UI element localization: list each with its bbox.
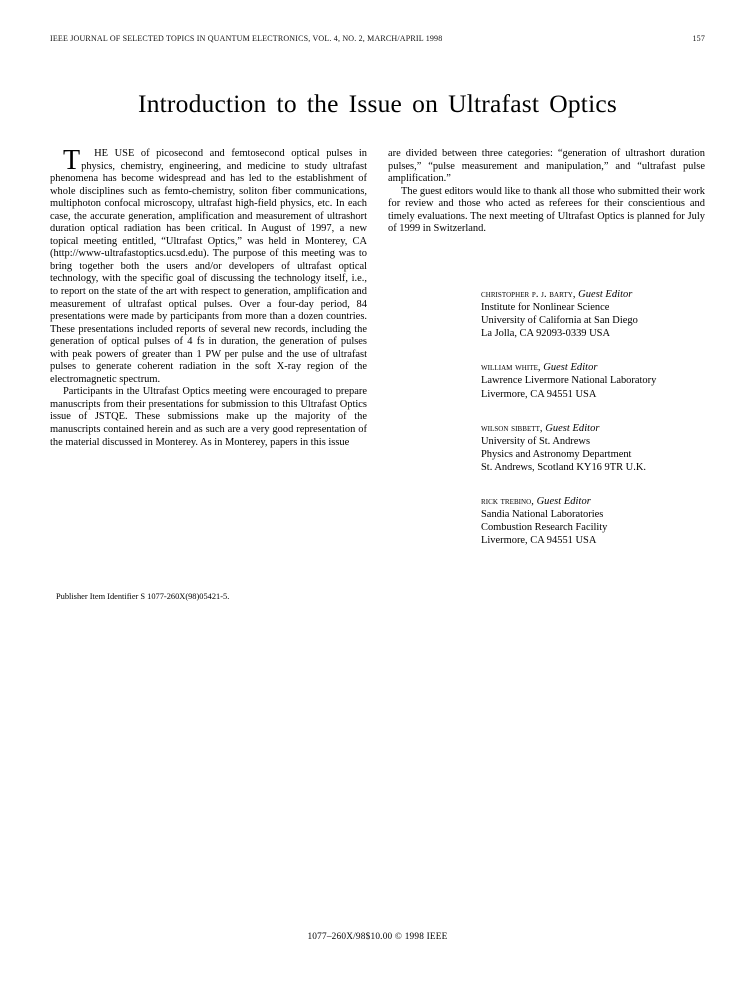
editor-affiliation-line: University of California at San Diego	[481, 315, 638, 327]
paragraph-intro	[50, 145, 367, 386]
publisher-item-identifier: Publisher Item Identifier S 1077-260X(98)05421-5.	[56, 592, 230, 601]
paragraph-intro-text: HE USE of picosecond and femtosecond optical pulses in physics, chemistry, engineering, and medicine to study ultrafast phenomena has become widespread and has led to the establishment of whole disciplines such as femto-chemistry, soliton fiber communications, multiphoton confocal microscopy, ultrafast high-field physics, etc. In each case, the accurate generation, amplification and measurement of ultrashort duration optical radiation has been critical. In August of 1997, a new topical meeting entitled, “Ultrafast Optics,” was held in Monterey, CA (http://www-ultrafastoptics.ucsd.edu). The purpose of this meeting was to bring together both the users and/or developers of ultrafast optical technology, with the specific goal of discussing the technology itself, i.e., to report on the state of the art with respect to generation, amplification and measurement of ultrafast optical pulses. Over a four-day period, 84 presentations were made by participants from more than a dozen countries. These presentations included reports of several new records, including the generation of optical pulses of 4 fs in duration, the generation of pulses with peak powers of greater than 1 PW per pulse and the use of ultrafast pulses to generate coherent radiation in the soft X-ray region of the electromagnetic spectrum.	[50, 148, 367, 385]
guest-editors-list	[481, 288, 711, 547]
editor-name-separator: ,	[537, 362, 544, 374]
editor-block	[481, 288, 711, 340]
editor-affiliation-line: Livermore, CA 94551 USA	[481, 388, 597, 400]
editor-block	[481, 495, 711, 547]
editor-role: Guest Editor	[536, 496, 591, 508]
paragraph-participants: Participants in the Ultrafast Optics meeting were encouraged to prepare manuscripts from their presentations for submission to this Ultrafast Optics issue of JSTQE. These submissions make up the majority of the manuscripts contained herein and as such are a very good representation of the material discussed in Monterey. As in Monterey, papers in this issue	[50, 386, 367, 448]
body-left-column	[50, 145, 367, 449]
editor-role: Guest Editor	[543, 362, 598, 374]
page-number: 157	[692, 34, 705, 43]
editor-name-separator: ,	[539, 422, 546, 434]
editor-block	[481, 361, 711, 400]
editor-name-line	[481, 422, 711, 435]
drop-cap-letter: T	[63, 145, 81, 176]
editor-affiliation-line: Lawrence Livermore National Laboratory	[481, 375, 657, 387]
page-title: Introduction to the Issue on Ultrafast Optics	[138, 89, 617, 119]
paragraph-acknowledgment: The guest editors would like to thank all those who submitted their work for review and those who acted as referees for their conscientious and timely evaluations. The next meeting of Ultrafast Optics is planned for July of 1999 in Switzerland.	[388, 185, 705, 235]
editor-affiliation-line: Sandia National Laboratories	[481, 509, 604, 521]
editor-name: rick trebino	[481, 496, 532, 508]
editor-name-line	[481, 361, 711, 374]
editor-block	[481, 422, 711, 474]
editor-affiliation-line: La Jolla, CA 92093-0339 USA	[481, 328, 611, 340]
copyright-footer: 1077–260X/98$10.00 © 1998 IEEE	[307, 932, 448, 942]
editor-role: Guest Editor	[578, 289, 633, 300]
editor-affiliation-line: Combustion Research Facility	[481, 522, 608, 534]
body-right-column	[388, 148, 705, 236]
editor-name: wilson sibbett	[481, 422, 540, 434]
editor-name: william white	[481, 362, 538, 374]
editor-name-line	[481, 495, 711, 508]
paragraph-categories: are divided between three categories: “generation of ultrashort duration pulses,” “pulse measurement and manipulation,” and “ultrafast pulse amplification.”	[388, 148, 705, 185]
editor-name: christopher p. j. barty	[481, 289, 573, 300]
running-head	[50, 34, 705, 48]
editor-affiliation-line: Livermore, CA 94551 USA	[481, 535, 597, 547]
editor-name-separator: ,	[572, 289, 579, 300]
editor-name-line	[481, 288, 711, 301]
editor-affiliation-line: University of St. Andrews	[481, 435, 591, 447]
editor-name-separator: ,	[531, 496, 537, 508]
editor-affiliation-line: Physics and Astronomy Department	[481, 448, 632, 460]
editor-role: Guest Editor	[545, 422, 600, 434]
editor-affiliation-line: Institute for Nonlinear Science	[481, 302, 610, 314]
editor-affiliation-line: St. Andrews, Scotland KY16 9TR U.K.	[481, 461, 646, 473]
journal-citation-line: IEEE JOURNAL OF SELECTED TOPICS IN QUANTUM ELECTRONICS, VOL. 4, NO. 2, MARCH/APRIL 1998	[50, 34, 443, 43]
